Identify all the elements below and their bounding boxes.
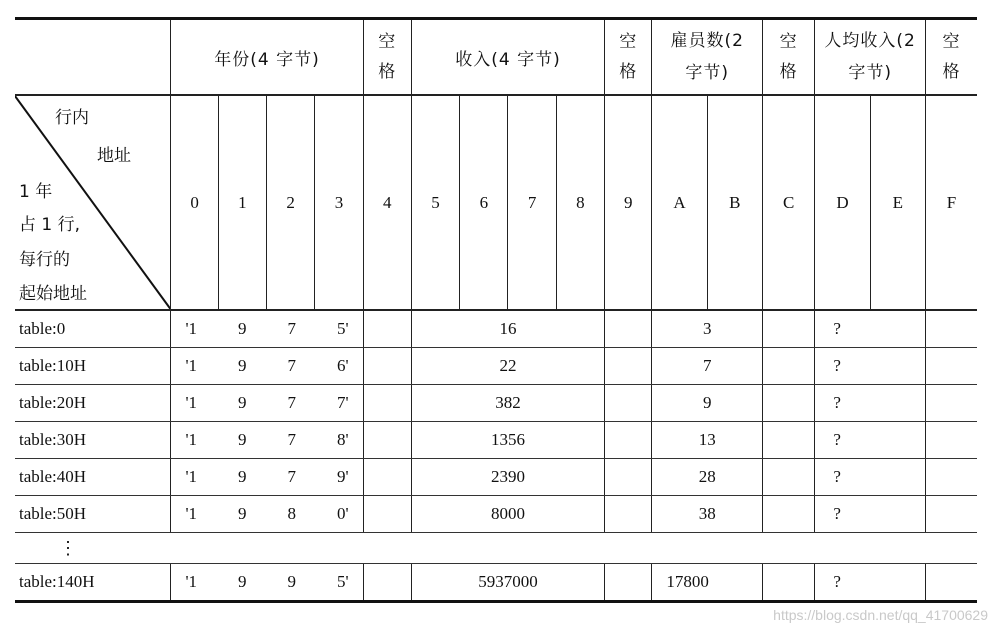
employees-value: 3	[652, 310, 763, 348]
space-cell	[605, 348, 652, 385]
row-address: table:30H	[15, 422, 171, 459]
space-cell	[763, 385, 815, 422]
avg-income-value: ?	[815, 496, 926, 533]
row-address: table:20H	[15, 385, 171, 422]
table-row	[15, 422, 977, 459]
space-header-4: 空格	[925, 19, 977, 96]
year-value: '1 9 9 5'	[171, 564, 363, 602]
table-row	[15, 385, 977, 422]
offset-cell: 4	[363, 95, 411, 310]
space-header-2: 空格	[605, 19, 652, 96]
space-cell	[925, 385, 977, 422]
year-value: '1 9 7 8'	[171, 422, 363, 459]
income-value: 2390	[411, 459, 604, 496]
space-cell	[763, 496, 815, 533]
corner-diagonal-cell	[15, 95, 171, 310]
row-address: table:40H	[15, 459, 171, 496]
space-cell	[763, 422, 815, 459]
offset-cell: F	[925, 95, 977, 310]
income-value: 382	[411, 385, 604, 422]
table-row	[15, 348, 977, 385]
avg-income-value: ?	[815, 348, 926, 385]
space-cell	[925, 459, 977, 496]
corner-label-1: 行内	[55, 108, 89, 128]
space-cell	[605, 564, 652, 602]
space-cell	[763, 348, 815, 385]
table-row	[15, 564, 977, 602]
space-cell	[605, 385, 652, 422]
table-row	[15, 310, 977, 348]
space-cell	[363, 496, 411, 533]
space-header-1: 空格	[363, 19, 411, 96]
offset-cell: A	[652, 95, 707, 310]
space-cell	[605, 310, 652, 348]
space-cell	[363, 348, 411, 385]
employees-value: 7	[652, 348, 763, 385]
space-cell	[925, 310, 977, 348]
offset-cell: 7	[508, 95, 556, 310]
year-value: '1 9 8 0'	[171, 496, 363, 533]
offset-cell: E	[870, 95, 925, 310]
space-cell	[363, 310, 411, 348]
space-cell	[763, 459, 815, 496]
offset-cell: C	[763, 95, 815, 310]
space-cell	[763, 310, 815, 348]
ellipsis: ⋮	[15, 533, 977, 564]
space-cell	[363, 385, 411, 422]
space-cell	[925, 422, 977, 459]
corner-label-5: 每行的	[19, 250, 70, 270]
row-address: table:140H	[15, 564, 171, 602]
income-header: 收入(4 字节)	[411, 19, 604, 96]
offset-cell: 1	[218, 95, 266, 310]
diagonal-line	[15, 96, 170, 309]
avg-income-value: ?	[815, 422, 926, 459]
table-row	[15, 496, 977, 533]
row-address: table:50H	[15, 496, 171, 533]
row-address: table:0	[15, 310, 171, 348]
ellipsis-row	[15, 533, 977, 564]
employees-value: 28	[652, 459, 763, 496]
avg-income-value: ?	[815, 564, 926, 602]
corner-label-3: 1 年	[19, 182, 53, 202]
offset-cell: 3	[315, 95, 363, 310]
table-row	[15, 459, 977, 496]
income-value: 16	[411, 310, 604, 348]
year-value: '1 9 7 9'	[171, 459, 363, 496]
offset-cell: D	[815, 95, 870, 310]
space-cell	[925, 348, 977, 385]
offset-cell: 8	[556, 95, 604, 310]
offset-cell: 2	[267, 95, 315, 310]
watermark: https://blog.csdn.net/qq_41700629	[773, 607, 988, 623]
space-cell	[763, 564, 815, 602]
offset-cell: 5	[411, 95, 459, 310]
space-cell	[605, 459, 652, 496]
income-value: 1356	[411, 422, 604, 459]
employees-value: 9	[652, 385, 763, 422]
offset-cell: B	[707, 95, 762, 310]
year-header: 年份(4 字节)	[171, 19, 363, 96]
income-value: 5937000	[411, 564, 604, 602]
year-value: '1 9 7 6'	[171, 348, 363, 385]
offset-cell: 9	[605, 95, 652, 310]
employees-value: 38	[652, 496, 763, 533]
corner-label-4: 占 1 行,	[19, 215, 81, 235]
avg-income-value: ?	[815, 459, 926, 496]
space-cell	[605, 422, 652, 459]
corner-top-cell	[15, 19, 171, 96]
avg-income-value: ?	[815, 310, 926, 348]
year-value: '1 9 7 5'	[171, 310, 363, 348]
row-address: table:10H	[15, 348, 171, 385]
income-value: 8000	[411, 496, 604, 533]
space-header-3: 空格	[763, 19, 815, 96]
corner-label-2: 地址	[97, 146, 131, 166]
employees-value: 13	[652, 422, 763, 459]
avg-income-header: 人均收入(2 字节)	[815, 19, 926, 96]
space-cell	[605, 496, 652, 533]
space-cell	[925, 496, 977, 533]
space-cell	[363, 422, 411, 459]
offset-cell: 6	[460, 95, 508, 310]
income-value: 22	[411, 348, 604, 385]
avg-income-value: ?	[815, 385, 926, 422]
space-cell	[363, 564, 411, 602]
corner-label-6: 起始地址	[19, 284, 87, 304]
employees-value: 17800	[652, 564, 763, 602]
offset-cell: 0	[171, 95, 218, 310]
year-income-table	[15, 17, 977, 603]
year-value: '1 9 7 7'	[171, 385, 363, 422]
space-cell	[925, 564, 977, 602]
employees-header: 雇员数(2 字节)	[652, 19, 763, 96]
space-cell	[363, 459, 411, 496]
